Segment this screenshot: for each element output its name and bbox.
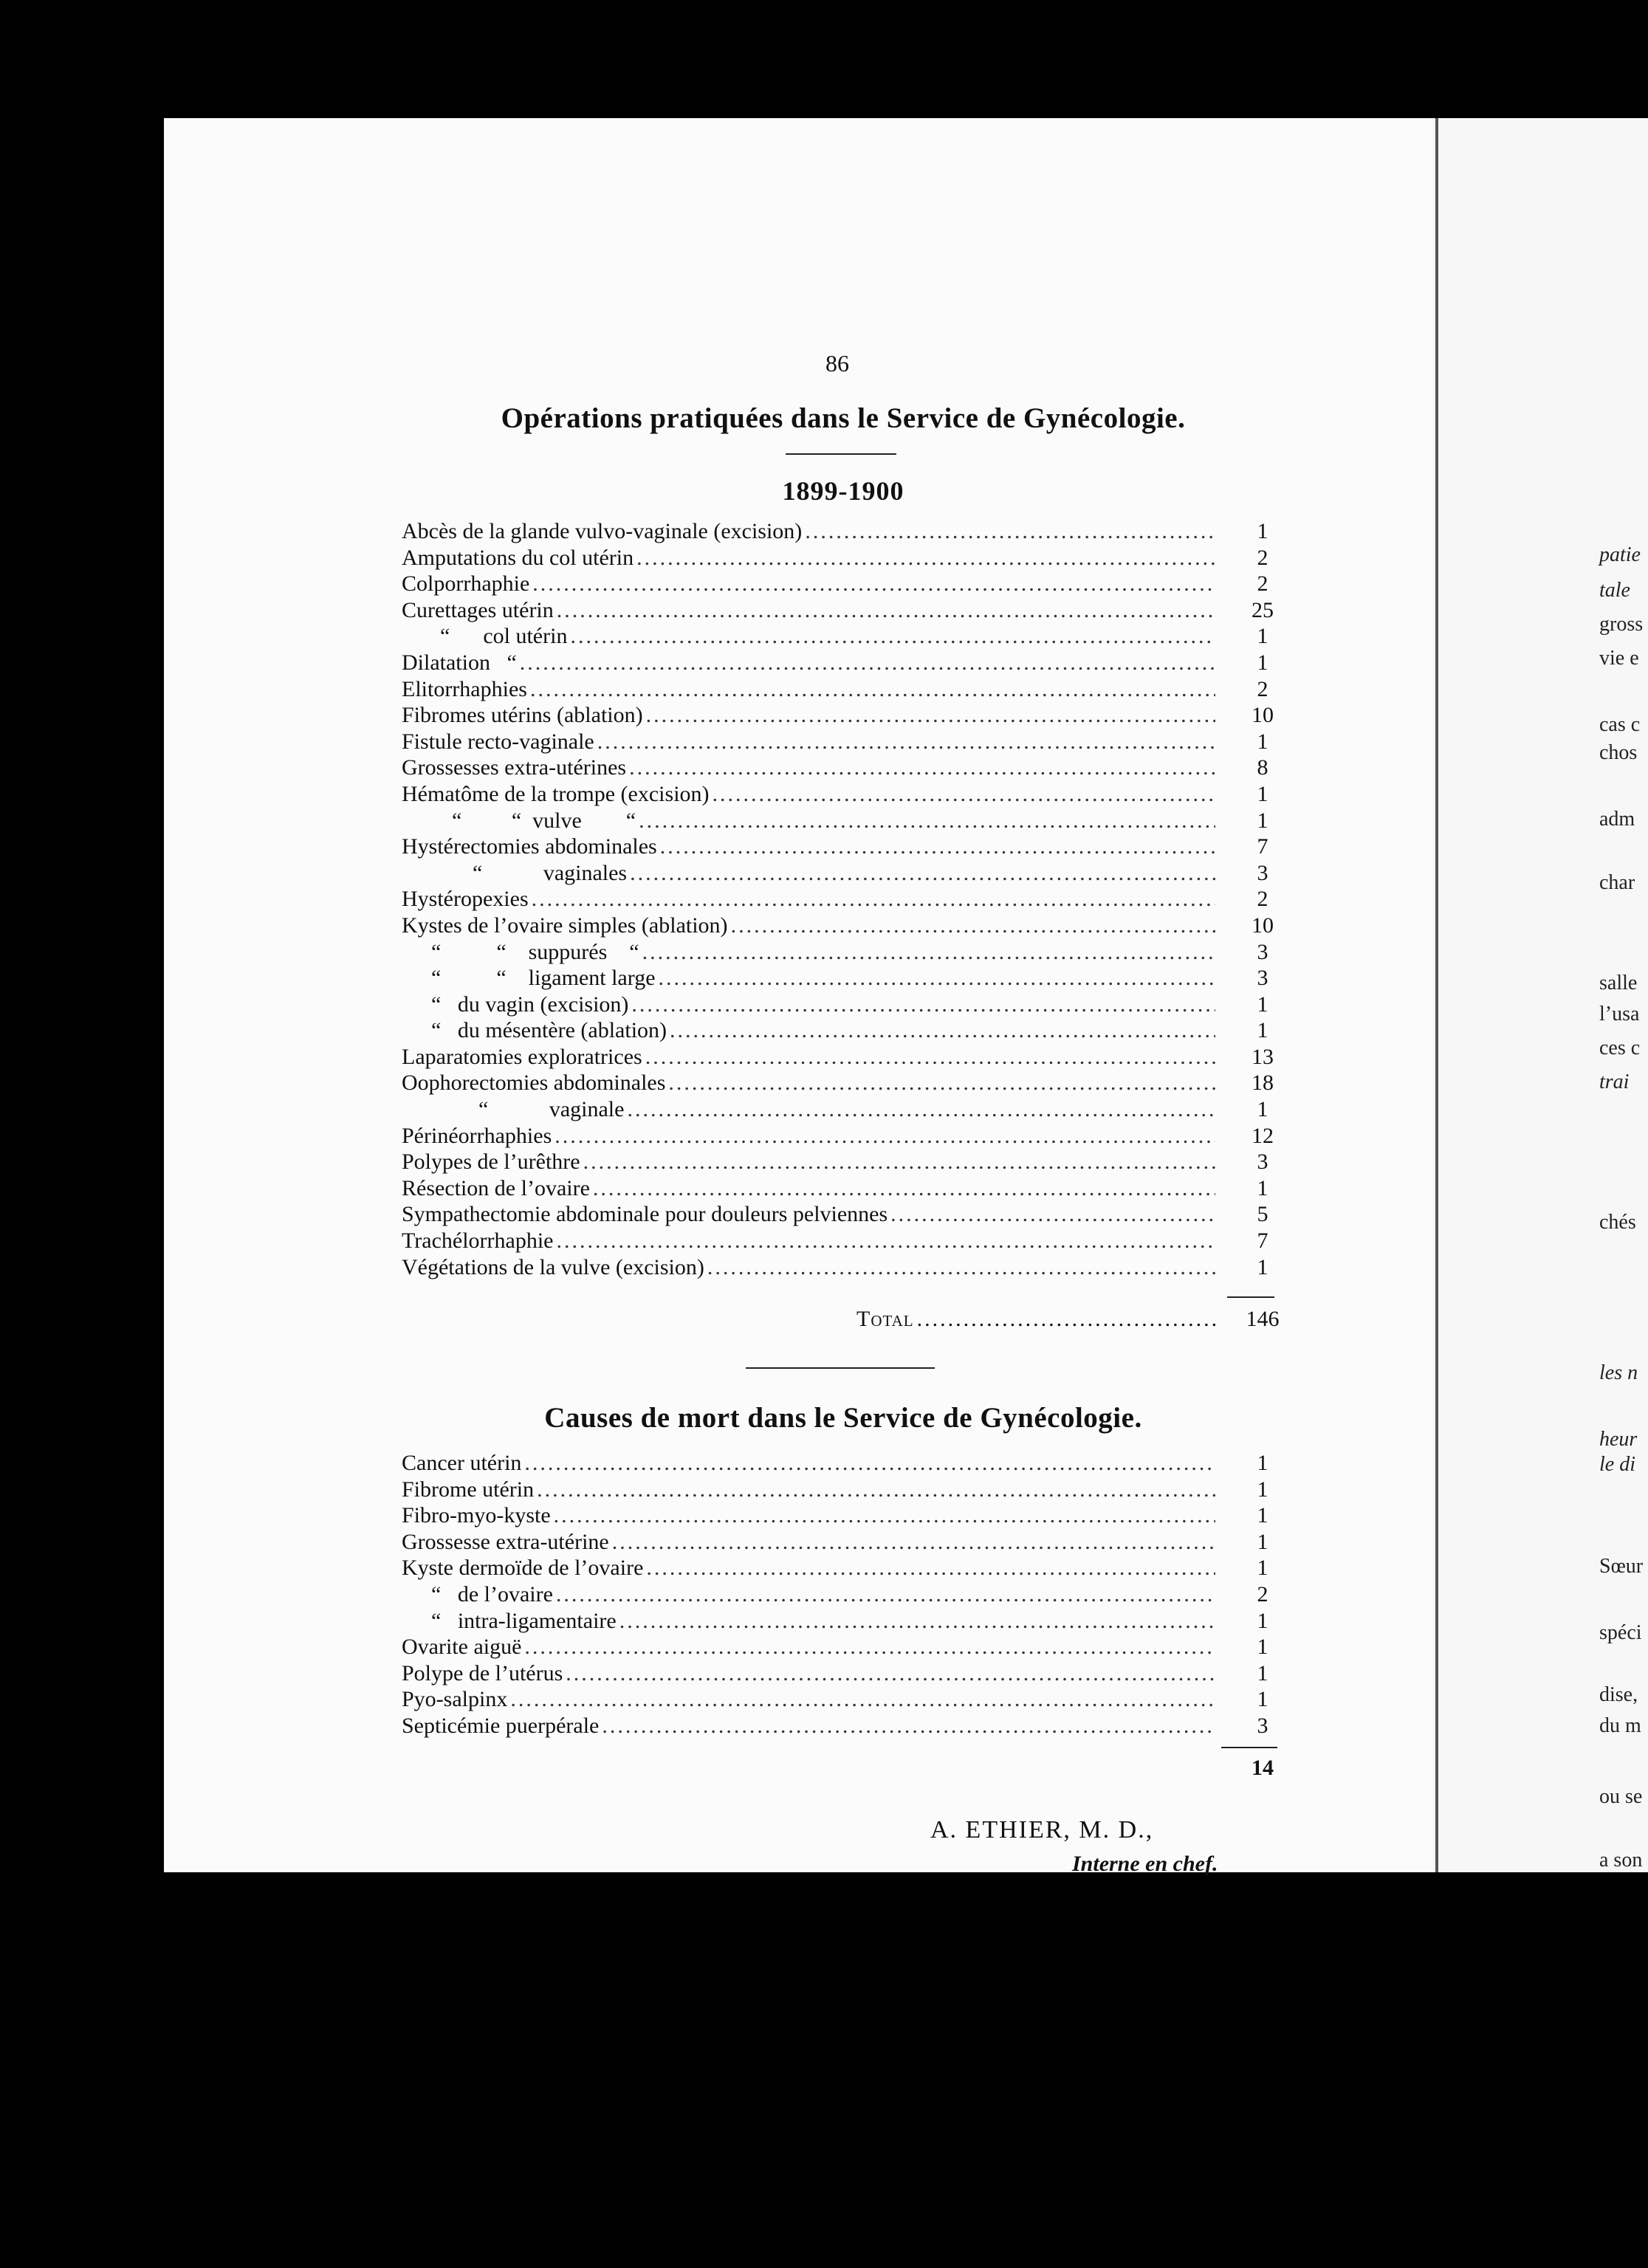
row-value: 1 [1257, 1635, 1268, 1660]
row-value: 7 [1257, 834, 1268, 859]
row-value: 1 [1257, 1254, 1268, 1279]
total-label: Total [856, 1307, 914, 1331]
row-label: “ du vagin (excision) [431, 992, 629, 1017]
table-row [402, 1634, 1285, 1660]
table-row [402, 1529, 1285, 1556]
table-row [402, 860, 1285, 887]
deaths-table [402, 1450, 1285, 1739]
row-label: Hystérectomies abdominales [402, 834, 657, 859]
row-value: 1 [1257, 1175, 1268, 1200]
row-label: “ “ vulve “ [452, 808, 636, 833]
fragment: trai [1599, 1071, 1630, 1093]
table-row [402, 1581, 1285, 1608]
fragment: ces c [1599, 1037, 1641, 1059]
table-row [402, 913, 1285, 939]
row-value: 3 [1257, 1713, 1268, 1738]
table-row [402, 1660, 1285, 1687]
table-row [402, 676, 1285, 703]
table-row [402, 1149, 1285, 1175]
row-value: 1 [1257, 1451, 1268, 1475]
row-value: 2 [1257, 676, 1268, 701]
table-row [402, 1228, 1285, 1254]
table-row [402, 623, 1285, 650]
row-label: Grossesses extra-utérines [402, 755, 627, 780]
row-label: Septicémie puerpérale [402, 1713, 600, 1738]
table-row [402, 1686, 1285, 1713]
row-value: 1 [1257, 1608, 1268, 1633]
operations-table [402, 518, 1285, 1280]
table-row [402, 781, 1285, 808]
operations-title: Opérations pratiquées dans le Service de Gynécologie. [501, 402, 1186, 434]
table-row [402, 939, 1285, 966]
row-value: 1 [1257, 650, 1268, 675]
table-row [402, 1123, 1285, 1150]
row-value: 3 [1257, 860, 1268, 885]
row-label: Sympathectomie abdominale pour douleurs pelviennes [402, 1202, 888, 1227]
row-label: Hématôme de la trompe (excision) [402, 781, 710, 806]
table-row [402, 1450, 1285, 1477]
fragment: gross [1599, 613, 1644, 636]
fragment: salle [1599, 972, 1638, 994]
row-label: “ “ ligament large [431, 966, 656, 991]
row-value: 1 [1257, 1097, 1268, 1122]
page-gutter [1435, 118, 1438, 1872]
row-label: Polypes de l’urêthre [402, 1150, 580, 1175]
row-value: 1 [1257, 1503, 1268, 1528]
table-row [402, 729, 1285, 755]
fragment: vie e [1599, 647, 1639, 670]
table-row [402, 886, 1285, 913]
row-label: “ col utérin [440, 624, 568, 649]
row-value: 7 [1257, 1228, 1268, 1254]
table-row [402, 1555, 1285, 1581]
row-value: 2 [1257, 887, 1268, 912]
row-value: 3 [1257, 1150, 1268, 1175]
total-value: 146 [1246, 1307, 1280, 1331]
table-row [402, 1017, 1285, 1044]
row-value: 10 [1252, 703, 1274, 728]
row-value: 1 [1257, 1018, 1268, 1043]
total-row [856, 1307, 1285, 1332]
row-label: “ vaginale [478, 1097, 625, 1122]
fragment: tale [1599, 579, 1630, 602]
row-label: “ vaginales [473, 860, 628, 885]
row-label: “ intra-ligamentaire [431, 1608, 617, 1633]
row-value: 18 [1252, 1071, 1274, 1096]
fragment: le di [1599, 1453, 1635, 1476]
fragment: patie [1599, 543, 1641, 566]
page-number: 86 [825, 350, 849, 377]
row-label: “ “ suppurés “ [431, 939, 639, 964]
table-row [402, 965, 1285, 992]
row-value: 12 [1252, 1123, 1274, 1148]
row-value: 1 [1257, 1660, 1268, 1685]
row-value: 3 [1257, 939, 1268, 964]
total-rule [1227, 1296, 1274, 1298]
row-value: 1 [1257, 1529, 1268, 1554]
table-row [402, 702, 1285, 729]
row-label: Dilatation “ [402, 650, 517, 675]
fragment: char [1599, 871, 1635, 894]
fragment: du m [1599, 1714, 1641, 1737]
row-value: 2 [1257, 571, 1268, 597]
table-row [402, 1477, 1285, 1503]
fragment: l’usa [1599, 1003, 1640, 1025]
fragment: spéci [1599, 1621, 1642, 1644]
row-label: Grossesse extra-utérine [402, 1529, 609, 1554]
row-value: 1 [1257, 1556, 1268, 1581]
fragment: dise, [1599, 1683, 1638, 1706]
row-label: “ de l’ovaire [431, 1581, 553, 1606]
table-row [402, 1608, 1285, 1635]
row-value: 1 [1257, 781, 1268, 806]
table-row [402, 1201, 1285, 1228]
deaths-title: Causes de mort dans le Service de Gynécologie. [544, 1402, 1142, 1434]
row-value: 5 [1257, 1202, 1268, 1227]
row-label: Hystéropexies [402, 887, 529, 912]
row-value: 3 [1257, 966, 1268, 991]
table-row [402, 1502, 1285, 1529]
row-value: 2 [1257, 1581, 1268, 1606]
table-row [402, 1096, 1285, 1123]
row-value: 8 [1257, 755, 1268, 780]
row-label: Trachélorrhaphie [402, 1228, 554, 1254]
row-value: 13 [1252, 1044, 1274, 1069]
row-label: Résection de l’ovaire [402, 1175, 590, 1200]
row-label: Amputations du col utérin [402, 545, 634, 570]
row-label: Colporrhaphie [402, 571, 530, 597]
deaths-total-row [856, 1756, 1285, 1781]
fragment: ou se [1599, 1785, 1643, 1808]
fragment: cas c [1599, 713, 1641, 736]
table-row [402, 597, 1285, 624]
table-row [402, 518, 1285, 545]
fragment: a son [1599, 1849, 1643, 1872]
fragment: adm [1599, 808, 1635, 831]
table-row [402, 834, 1285, 860]
title-divider [786, 453, 896, 455]
row-label: Végétations de la vulve (excision) [402, 1254, 704, 1279]
row-label: Ovarite aiguë [402, 1635, 522, 1660]
right-page [1432, 118, 1648, 1872]
row-label: Oophorectomies abdominales [402, 1071, 666, 1096]
table-row [402, 1713, 1285, 1739]
row-label: Cancer utérin [402, 1451, 522, 1475]
row-label: Kystes de l’ovaire simples (ablation) [402, 913, 728, 938]
section-divider [746, 1367, 935, 1369]
row-label: Périnéorrhaphies [402, 1123, 552, 1148]
fragment: les n [1599, 1361, 1638, 1384]
row-value: 25 [1252, 597, 1274, 622]
signature-name: A. ETHIER, M. D., [930, 1816, 1154, 1843]
table-row [402, 571, 1285, 597]
table-row [402, 545, 1285, 571]
row-label: Abcès de la glande vulvo-vaginale (excision) [402, 519, 803, 543]
table-row [402, 992, 1285, 1018]
fragment: chés [1599, 1211, 1636, 1234]
table-row [402, 650, 1285, 676]
row-label: Fistule recto-vaginale [402, 729, 594, 754]
row-label: Fibromes utérins (ablation) [402, 703, 643, 728]
year-heading: 1899-1900 [782, 476, 904, 506]
row-label: Curettages utérin [402, 597, 554, 622]
table-row [402, 1044, 1285, 1071]
table-row [402, 1254, 1285, 1281]
row-label: “ du mésentère (ablation) [431, 1018, 667, 1043]
row-value: 1 [1257, 1687, 1268, 1712]
row-label: Pyo-salpinx [402, 1687, 508, 1712]
row-value: 1 [1257, 1477, 1268, 1502]
row-value: 1 [1257, 808, 1268, 833]
fragment: chos [1599, 741, 1638, 764]
table-row [402, 755, 1285, 781]
fragment: heur [1599, 1428, 1638, 1451]
row-label: Polype de l’utérus [402, 1660, 563, 1685]
row-value: 1 [1257, 624, 1268, 649]
row-label: Fibro-myo-kyste [402, 1503, 551, 1528]
deaths-total-value: 14 [1252, 1756, 1274, 1780]
fragment: Sœur [1599, 1555, 1644, 1578]
row-value: 10 [1252, 913, 1274, 938]
row-label: Fibrome utérin [402, 1477, 535, 1502]
table-row [402, 808, 1285, 834]
total-rule [1221, 1747, 1277, 1748]
row-value: 1 [1257, 992, 1268, 1017]
row-label: Kyste dermoïde de l’ovaire [402, 1556, 644, 1581]
table-row [402, 1070, 1285, 1096]
row-label: Elitorrhaphies [402, 676, 527, 701]
row-value: 1 [1257, 519, 1268, 543]
table-row [402, 1175, 1285, 1202]
signature-title: Interne en chef. [1072, 1852, 1218, 1876]
row-label: Laparatomies exploratrices [402, 1044, 642, 1069]
row-value: 1 [1257, 729, 1268, 754]
row-value: 2 [1257, 545, 1268, 570]
